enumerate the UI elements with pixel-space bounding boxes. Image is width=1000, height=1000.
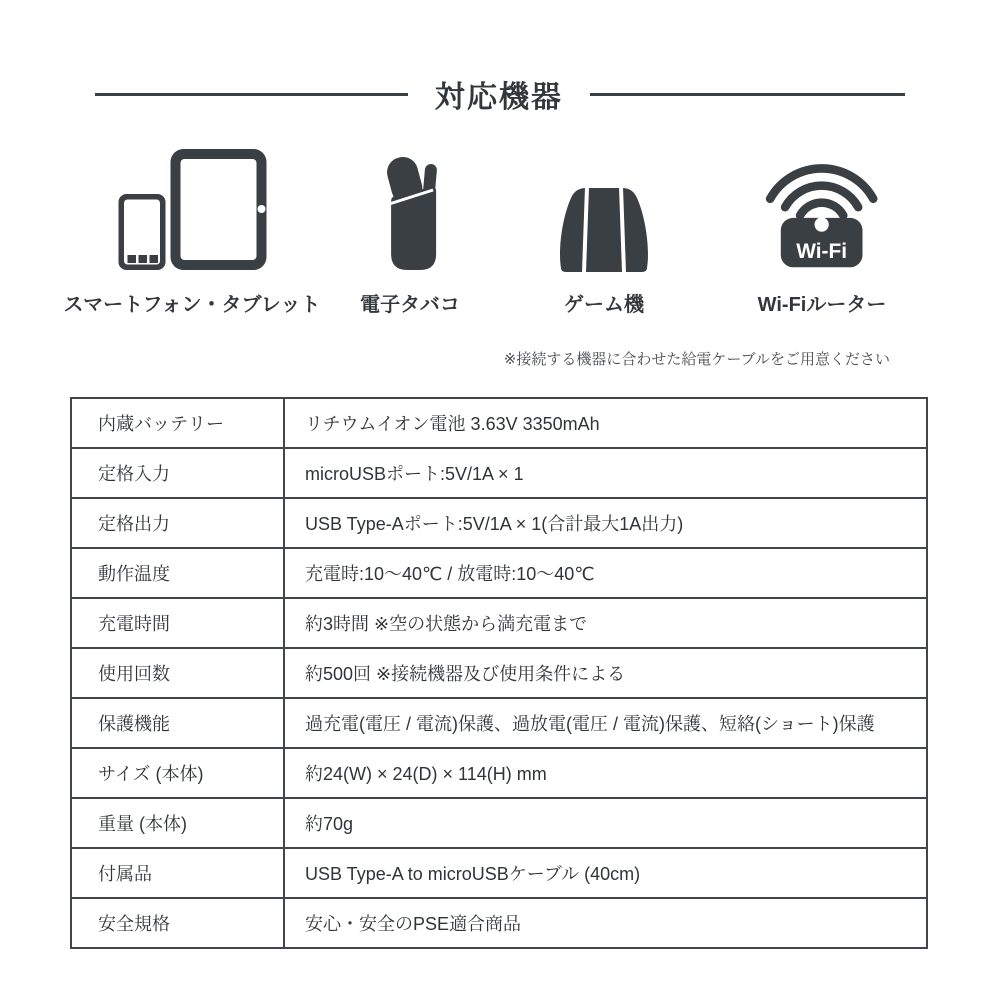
- device-label: ゲーム機: [564, 294, 644, 316]
- spec-row: [71, 648, 927, 698]
- spec-row: [71, 798, 927, 848]
- spec-row: [71, 448, 927, 498]
- spec-row: [71, 748, 927, 798]
- spec-value-cell: 安心・安全のPSE適合商品: [284, 898, 927, 948]
- device-e-cigarette: [360, 140, 460, 317]
- spec-label-cell: 定格出力: [71, 498, 284, 548]
- spec-value-cell: 約3時間 ※空の状態から満充電まで: [284, 598, 927, 648]
- title-rule-right: [590, 93, 905, 96]
- spec-value-cell: 過充電(電圧 / 電流)保護、過放電(電圧 / 電流)保護、短絡(ショート)保護: [284, 698, 927, 748]
- spec-value-cell: USB Type-A to microUSBケーブル (40cm): [284, 848, 927, 898]
- section-title: 対応機器: [435, 81, 563, 114]
- spec-value-cell: 約500回 ※接続機器及び使用条件による: [284, 648, 927, 698]
- spec-label-cell: 重量 (本体): [71, 798, 284, 848]
- spec-row: [71, 898, 927, 948]
- section-header: [0, 76, 1000, 112]
- spec-value-cell: 約70g: [284, 798, 927, 848]
- spec-value-cell: 約24(W) × 24(D) × 114(H) mm: [284, 748, 927, 798]
- spec-row: [71, 498, 927, 548]
- spec-row: [71, 698, 927, 748]
- title-rule-left: [95, 93, 408, 96]
- wifi-router-icon: [765, 140, 879, 272]
- spec-label-cell: 使用回数: [71, 648, 284, 698]
- device-game-console: [551, 140, 657, 317]
- compatible-devices-row: [0, 140, 1000, 320]
- spec-value-cell: microUSBポート:5V/1A × 1: [284, 448, 927, 498]
- spec-label-cell: 安全規格: [71, 898, 284, 948]
- device-wifi-router: [758, 140, 887, 317]
- spec-row: [71, 598, 927, 648]
- spec-table: [70, 397, 928, 949]
- spec-label-cell: 内蔵バッテリー: [71, 398, 284, 448]
- smartphone-tablet-icon: [118, 140, 266, 272]
- spec-label-cell: サイズ (本体): [71, 748, 284, 798]
- spec-label-cell: 定格入力: [71, 448, 284, 498]
- spec-label-cell: 保護機能: [71, 698, 284, 748]
- spec-row: [71, 848, 927, 898]
- spec-row: [71, 548, 927, 598]
- device-label: Wi-Fiルーター: [757, 294, 887, 316]
- device-label: スマートフォン・タブレット: [63, 294, 321, 316]
- device-smartphone-tablet: [64, 140, 321, 317]
- device-label: 電子タバコ: [360, 294, 460, 316]
- spec-label-cell: 動作温度: [71, 548, 284, 598]
- spec-value-cell: リチウムイオン電池 3.63V 3350mAh: [284, 398, 927, 448]
- game-console-icon: [551, 140, 657, 272]
- spec-label-cell: 付属品: [71, 848, 284, 898]
- wifi-badge-text: Wi-Fi: [796, 239, 848, 263]
- spec-row: [71, 398, 927, 448]
- cable-note: ※接続する機器に合わせた給電ケーブルをご用意ください: [503, 351, 890, 368]
- spec-label-cell: 充電時間: [71, 598, 284, 648]
- spec-value-cell: USB Type-Aポート:5V/1A × 1(合計最大1A出力): [284, 498, 927, 548]
- e-cigarette-icon: [379, 140, 441, 272]
- spec-value-cell: 充電時:10〜40℃ / 放電時:10〜40℃: [284, 548, 927, 598]
